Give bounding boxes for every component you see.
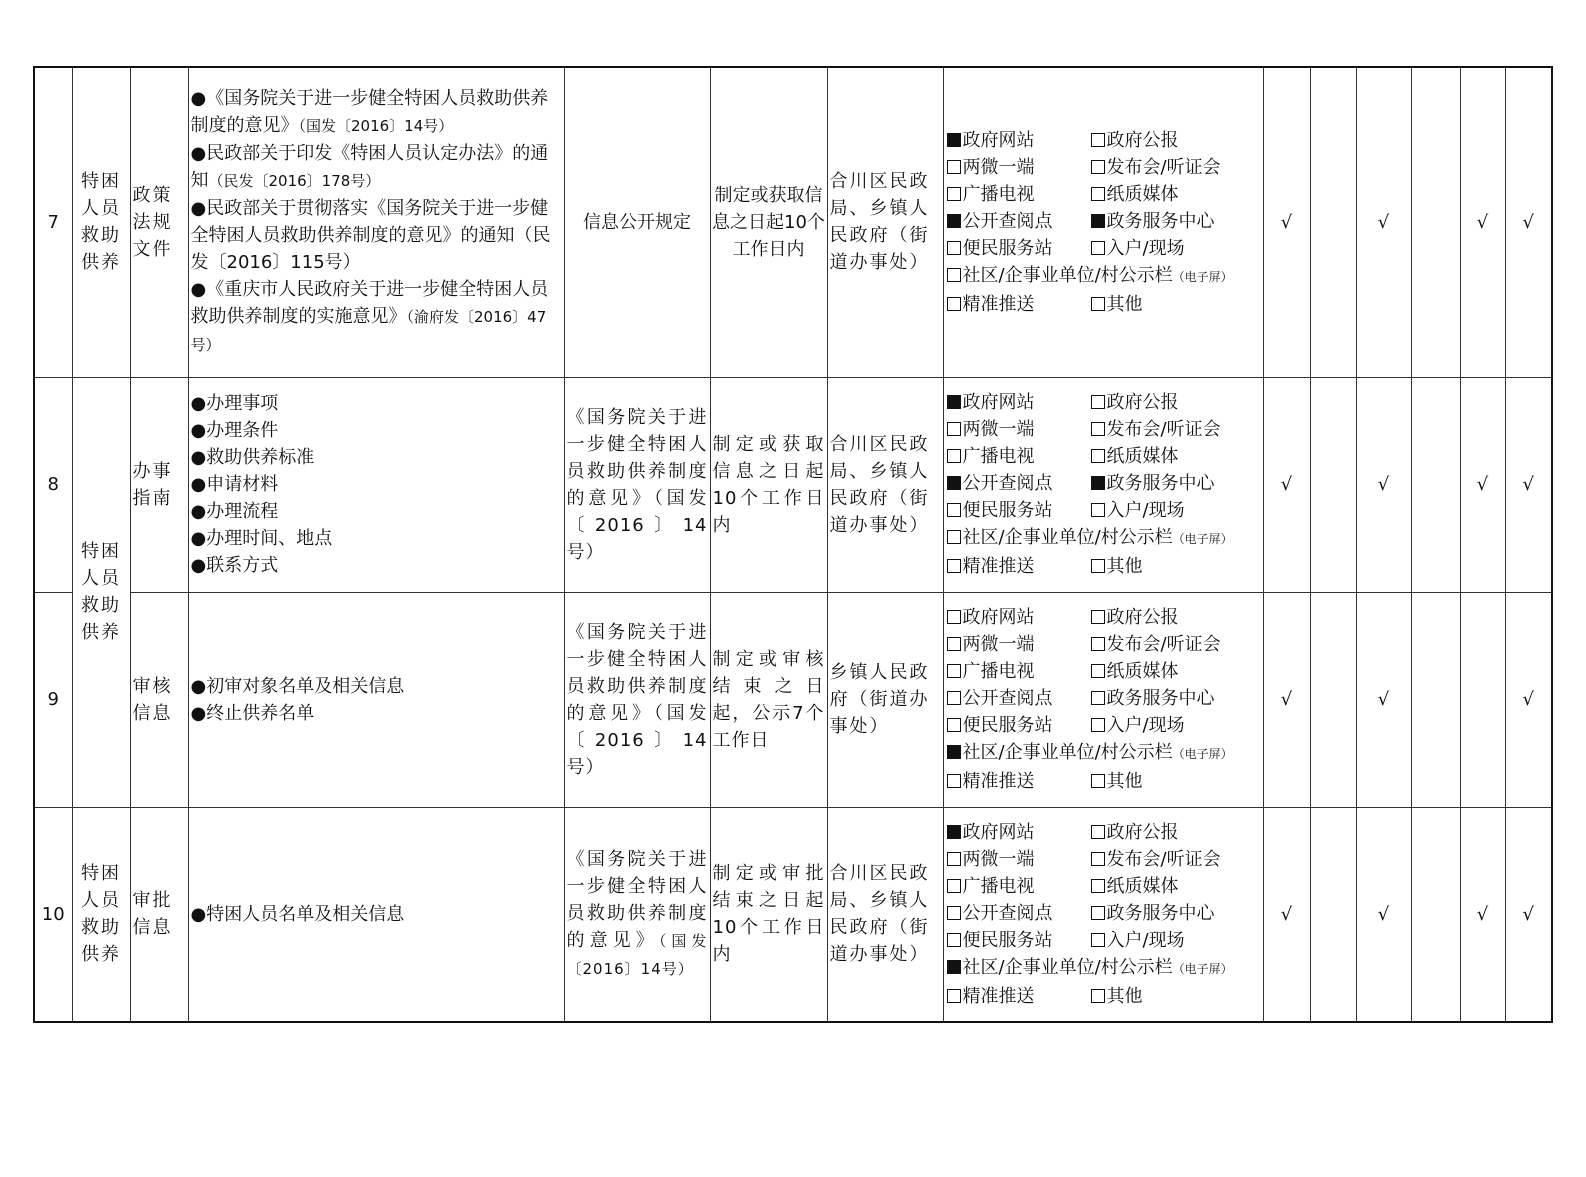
subject-cell: 特困人员救助供养 xyxy=(72,807,130,1022)
content-line: ●联系方式 xyxy=(190,555,279,576)
channels-cell: 政府网站 政府公报 两微一端 发布会/听证会 广播电视 纸质媒体 公开查阅点 政务服务中心 便民服务站 入户/现场 社区/企事业单位/村公示栏（电子屏） 精准推送 其他 xyxy=(943,67,1263,377)
checkbox-empty-icon xyxy=(947,852,961,866)
checkbox-empty-icon xyxy=(1091,933,1105,947)
check-mark: √ xyxy=(1505,807,1552,1022)
checkbox-empty-icon xyxy=(947,610,961,624)
check-mark: √ xyxy=(1460,67,1505,377)
time-cell: 制定或获取信息之日起10个工作日内 xyxy=(710,377,827,592)
checkbox-empty-icon xyxy=(947,691,961,705)
content-line: ●民政部关于贯彻落实《国务院关于进一步健全特困人员救助供养制度的意见》的通知（民发〔2016〕115号） xyxy=(190,198,551,274)
checkbox-empty-icon xyxy=(947,879,961,893)
check-mark: √ xyxy=(1460,377,1505,592)
basis-cell: 信息公开规定 xyxy=(564,67,710,377)
checkbox-checked-icon xyxy=(947,745,961,759)
content-cell xyxy=(188,592,564,807)
checkbox-empty-icon xyxy=(947,559,961,573)
checkbox-empty-icon xyxy=(947,989,961,1003)
content-line: ●办理事项 xyxy=(190,393,279,414)
disclosure-table xyxy=(33,66,1553,1023)
content-line: ●终止供养名单 xyxy=(190,702,315,724)
content-line: ●特困人员名单及相关信息 xyxy=(190,903,405,925)
channels-cell: 政府网站 政府公报 两微一端 发布会/听证会 广播电视 纸质媒体 公开查阅点 政务服务中心 便民服务站 入户/现场 社区/企事业单位/村公示栏（电子屏） 精准推送 其他 xyxy=(943,807,1263,1022)
checkbox-empty-icon xyxy=(947,187,961,201)
checkbox-empty-icon xyxy=(1091,637,1105,651)
unit-cell: 合川区民政局、乡镇人民政府（街道办事处） xyxy=(827,377,943,592)
checkbox-empty-icon xyxy=(1091,718,1105,732)
checkbox-empty-icon xyxy=(1091,241,1105,255)
type-cell: 办事指南 xyxy=(130,377,188,592)
checkbox-checked-icon xyxy=(1091,214,1105,228)
unit-cell: 乡镇人民政府（街道办事处） xyxy=(827,592,943,807)
subject-cell: 特困人员救助供养 xyxy=(72,67,130,377)
content-cell xyxy=(188,377,564,592)
checkbox-empty-icon xyxy=(1091,691,1105,705)
content-line: ●申请材料 xyxy=(190,474,279,495)
checkbox-empty-icon xyxy=(947,530,961,544)
content-line: ●办理流程 xyxy=(190,501,279,522)
time-cell: 制定或审批结束之日起10个工作日内 xyxy=(710,807,827,1022)
checkbox-empty-icon xyxy=(947,449,961,463)
checkbox-empty-icon xyxy=(1091,825,1105,839)
checkbox-empty-icon xyxy=(947,637,961,651)
checkbox-empty-icon xyxy=(1091,879,1105,893)
basis-cell: 《国务院关于进一步健全特困人员救助供养制度的意见》（国发〔2016〕14号） xyxy=(564,807,710,1022)
checkbox-checked-icon xyxy=(947,395,961,409)
checkbox-empty-icon xyxy=(947,503,961,517)
table-row xyxy=(34,67,1552,377)
check-mark: √ xyxy=(1356,377,1411,592)
time-cell: 制定或审核结束之日起，公示7个工作日 xyxy=(710,592,827,807)
row-number: 8 xyxy=(34,377,72,592)
checkbox-empty-icon xyxy=(1091,187,1105,201)
channels-cell: 政府网站 政府公报 两微一端 发布会/听证会 广播电视 纸质媒体 公开查阅点 政务服务中心 便民服务站 入户/现场 社区/企事业单位/村公示栏（电子屏） 精准推送 其他 xyxy=(943,377,1263,592)
row-number: 9 xyxy=(34,592,72,807)
checkbox-empty-icon xyxy=(1091,297,1105,311)
check-mark: √ xyxy=(1263,67,1310,377)
content-line: ●民政部关于印发《特困人员认定办法》的通知（民发〔2016〕178号） xyxy=(190,143,549,192)
content-line: ●初审对象名单及相关信息 xyxy=(190,675,405,697)
checkbox-empty-icon xyxy=(1091,449,1105,463)
basis-cell: 《国务院关于进一步健全特困人员救助供养制度的意见》（国发〔2016〕14号） xyxy=(564,592,710,807)
table-row xyxy=(34,807,1552,1022)
check-mark: √ xyxy=(1505,377,1552,592)
checkbox-checked-icon xyxy=(1091,476,1105,490)
unit-cell: 合川区民政局、乡镇人民政府（街道办事处） xyxy=(827,67,943,377)
row-number: 10 xyxy=(34,807,72,1022)
checkbox-empty-icon xyxy=(1091,906,1105,920)
subject-cell: 特困人员救助供养 xyxy=(72,377,130,807)
content-line: ●救助供养标准 xyxy=(190,447,315,468)
content-cell xyxy=(188,807,564,1022)
content-cell xyxy=(188,67,564,377)
check-mark: √ xyxy=(1505,592,1552,807)
check-mark: √ xyxy=(1505,67,1552,377)
check-mark: √ xyxy=(1356,592,1411,807)
checkbox-empty-icon xyxy=(947,774,961,788)
checkbox-empty-icon xyxy=(1091,852,1105,866)
checkbox-checked-icon xyxy=(947,476,961,490)
content-line: ●办理时间、地点 xyxy=(190,528,333,549)
channels-cell: 政府网站 政府公报 两微一端 发布会/听证会 广播电视 纸质媒体 公开查阅点 政务服务中心 便民服务站 入户/现场 社区/企事业单位/村公示栏（电子屏） 精准推送 其他 xyxy=(943,592,1263,807)
checkbox-checked-icon xyxy=(947,214,961,228)
content-line: ●办理条件 xyxy=(190,420,279,441)
checkbox-empty-icon xyxy=(947,160,961,174)
check-mark: √ xyxy=(1263,807,1310,1022)
checkbox-empty-icon xyxy=(947,718,961,732)
check-mark: √ xyxy=(1263,377,1310,592)
unit-cell: 合川区民政局、乡镇人民政府（街道办事处） xyxy=(827,807,943,1022)
checkbox-empty-icon xyxy=(1091,610,1105,624)
time-cell: 制定或获取信息之日起10个工作日内 xyxy=(710,67,827,377)
checkbox-empty-icon xyxy=(947,297,961,311)
checkbox-empty-icon xyxy=(947,422,961,436)
checkbox-empty-icon xyxy=(1091,422,1105,436)
check-mark: √ xyxy=(1263,592,1310,807)
checkbox-empty-icon xyxy=(1091,503,1105,517)
checkbox-empty-icon xyxy=(947,664,961,678)
checkbox-empty-icon xyxy=(1091,774,1105,788)
type-cell: 审批信息 xyxy=(130,807,188,1022)
basis-cell: 《国务院关于进一步健全特困人员救助供养制度的意见》（国发〔2016〕14号） xyxy=(564,377,710,592)
type-cell: 政策法规文件 xyxy=(130,67,188,377)
checkbox-checked-icon xyxy=(947,133,961,147)
check-mark: √ xyxy=(1356,67,1411,377)
checkbox-empty-icon xyxy=(1091,160,1105,174)
type-cell: 审核信息 xyxy=(130,592,188,807)
table-row xyxy=(34,592,1552,807)
checkbox-empty-icon xyxy=(1091,559,1105,573)
checkbox-empty-icon xyxy=(947,268,961,282)
content-line: ●《重庆市人民政府关于进一步健全特困人员救助供养制度的实施意见》（渝府发〔2016〕47号） xyxy=(190,279,549,355)
content-line: ●《国务院关于进一步健全特困人员救助供养制度的意见》（国发〔2016〕14号） xyxy=(190,88,549,137)
checkbox-empty-icon xyxy=(947,241,961,255)
check-mark: √ xyxy=(1460,807,1505,1022)
checkbox-checked-icon xyxy=(947,825,961,839)
checkbox-empty-icon xyxy=(1091,395,1105,409)
check-mark: √ xyxy=(1356,807,1411,1022)
checkbox-empty-icon xyxy=(1091,664,1105,678)
checkbox-empty-icon xyxy=(947,933,961,947)
checkbox-empty-icon xyxy=(1091,133,1105,147)
checkbox-checked-icon xyxy=(947,960,961,974)
checkbox-empty-icon xyxy=(947,906,961,920)
table-row xyxy=(34,377,1552,592)
row-number: 7 xyxy=(34,67,72,377)
checkbox-empty-icon xyxy=(1091,989,1105,1003)
